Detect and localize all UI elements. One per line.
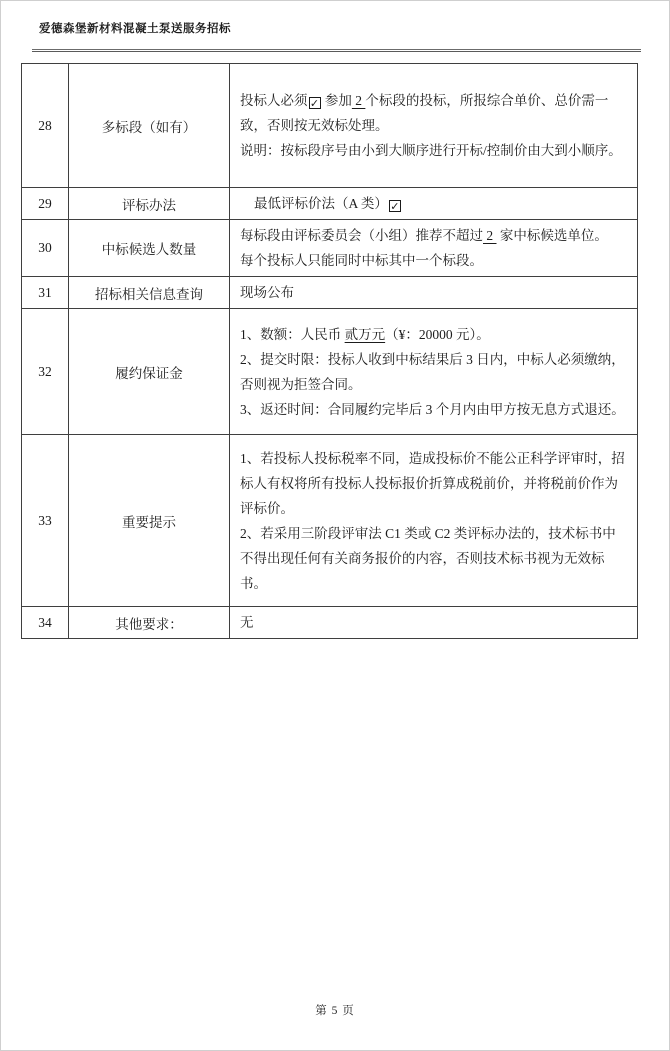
text-run: 2、提交时限：投标人收到中标结果后 3 日内，中标人必须缴纳，否则视为拒签合同。 bbox=[240, 351, 625, 392]
row-content bbox=[230, 607, 638, 639]
checkbox-checked-icon: ✓ bbox=[309, 97, 320, 110]
underlined-value: 贰万元 bbox=[344, 326, 386, 342]
underlined-value: 2 bbox=[351, 93, 366, 108]
paragraph bbox=[240, 521, 627, 596]
paragraph bbox=[240, 138, 627, 163]
row-label: 评标办法 bbox=[69, 188, 230, 220]
text-run: 投标人必须 bbox=[240, 93, 308, 108]
row-label: 履约保证金 bbox=[69, 309, 230, 435]
paragraph bbox=[240, 280, 627, 305]
table-row bbox=[22, 220, 638, 277]
paragraph bbox=[240, 347, 627, 397]
row-label: 其他要求： bbox=[69, 607, 230, 639]
row-number: 28 bbox=[22, 64, 69, 188]
row-number: 30 bbox=[22, 220, 69, 277]
row-number: 32 bbox=[22, 309, 69, 435]
row-label: 中标候选人数量 bbox=[69, 220, 230, 277]
text-run: 最低评标价法（A 类） bbox=[254, 196, 388, 211]
text-run: 参加 bbox=[321, 93, 352, 108]
table-row bbox=[22, 607, 638, 639]
row-label: 重要提示 bbox=[69, 435, 230, 607]
row-content bbox=[230, 188, 638, 220]
text-run: 每个投标人只能同时中标其中一个标段。 bbox=[240, 253, 483, 268]
row-content bbox=[230, 220, 638, 277]
row-content bbox=[230, 64, 638, 188]
table-row bbox=[22, 309, 638, 435]
text-run: （¥：20000 元）。 bbox=[385, 326, 490, 342]
underlined-value: 2 bbox=[483, 228, 497, 243]
row-label: 招标相关信息查询 bbox=[69, 277, 230, 309]
page-number: 第 5 页 bbox=[315, 1005, 355, 1017]
checkbox-checked-icon: ✓ bbox=[390, 200, 400, 213]
table-row bbox=[22, 188, 638, 220]
tender-info-table bbox=[21, 63, 638, 639]
text-run: 每标段由评标委员会（小组）推荐不超过 bbox=[240, 228, 483, 243]
text-run: 2、若采用三阶段评审法 C1 类或 C2 类评标办法的，技术标书中不得出现任何有关商务报价的内容，否则技术标书视为无效标书。 bbox=[240, 525, 616, 591]
text-run: 1、数额：人民币 bbox=[240, 326, 345, 342]
paragraph bbox=[240, 446, 627, 521]
header-divider bbox=[32, 49, 641, 52]
table-row bbox=[22, 64, 638, 188]
paragraph bbox=[240, 610, 627, 635]
page-footer bbox=[1, 1002, 669, 1018]
text-run: 个标段的投标，所报综合单价、总价需一致，否则按无效标处理。 bbox=[240, 93, 609, 133]
row-label: 多标段（如有） bbox=[69, 64, 230, 188]
paragraph bbox=[240, 322, 627, 347]
text-run: 1、若投标人投标税率不同，造成投标价不能公正科学评审时，招标人有权将所有投标人投标报价折算成税前价，并将税前价作为评标价。 bbox=[240, 450, 625, 516]
table-row bbox=[22, 435, 638, 607]
row-content bbox=[230, 435, 638, 607]
text-run: 无 bbox=[240, 615, 254, 630]
row-number: 29 bbox=[22, 188, 69, 220]
text-run: 说明：按标段序号由小到大顺序进行开标/控制价由大到小顺序。 bbox=[240, 143, 622, 158]
row-number: 34 bbox=[22, 607, 69, 639]
row-number: 31 bbox=[22, 277, 69, 309]
table-row bbox=[22, 277, 638, 309]
row-number: 33 bbox=[22, 435, 69, 607]
text-run: 家中标候选单位。 bbox=[496, 228, 608, 243]
row-content bbox=[230, 277, 638, 309]
paragraph bbox=[240, 397, 627, 422]
paragraph bbox=[240, 191, 627, 216]
text-run: 现场公布 bbox=[240, 285, 294, 300]
paragraph bbox=[240, 88, 627, 138]
text-run: 3、返还时间：合同履约完毕后 3 个月内由甲方按无息方式退还。 bbox=[240, 401, 625, 417]
paragraph bbox=[240, 248, 627, 273]
row-content bbox=[230, 309, 638, 435]
paragraph bbox=[240, 223, 627, 248]
page-title: 爱德森堡新材料混凝土泵送服务招标 bbox=[39, 23, 231, 35]
